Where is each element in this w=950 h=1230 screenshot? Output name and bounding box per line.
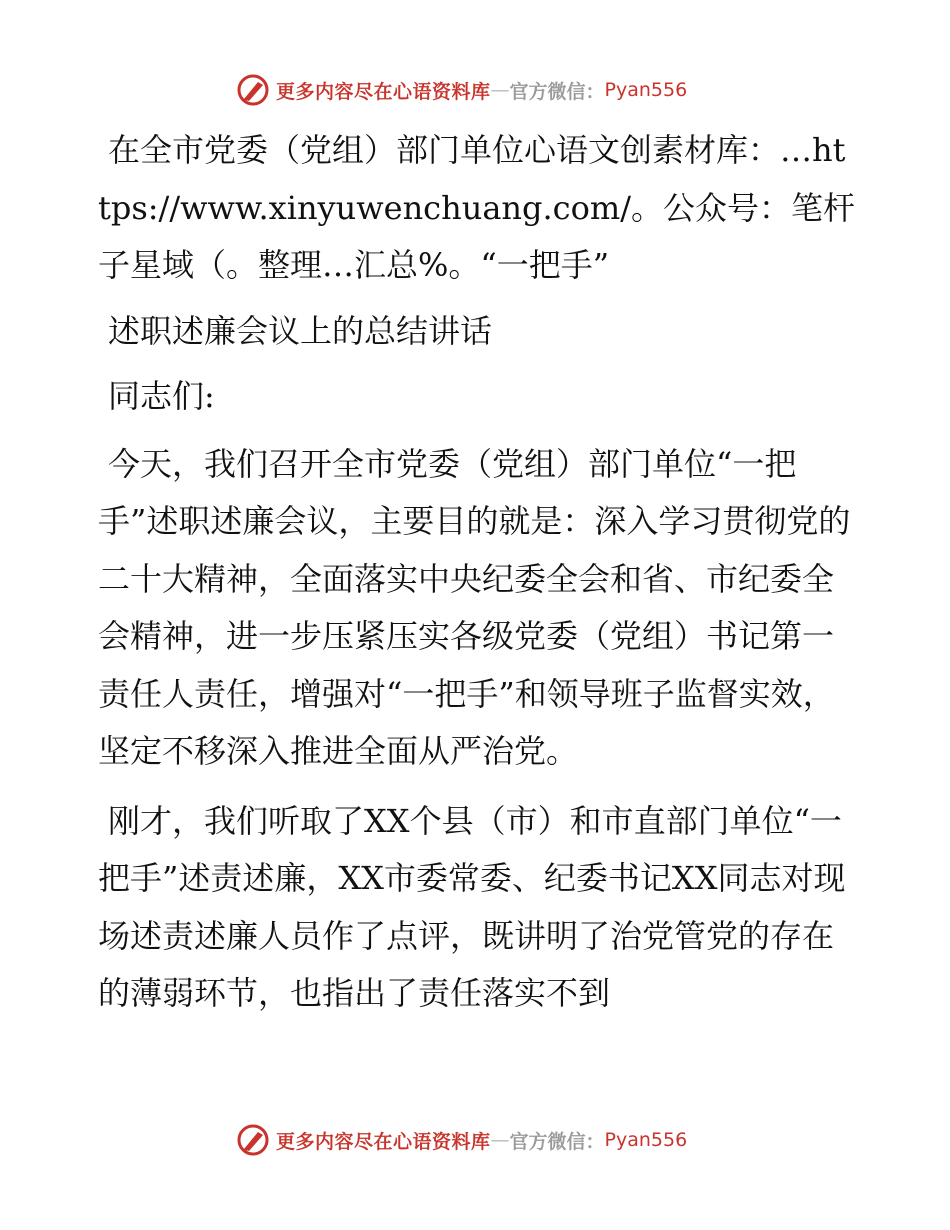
watermark-banner-top [236, 70, 687, 110]
watermark-separator: — [490, 1129, 510, 1151]
watermark-wechat-id: Pyan556 [604, 1129, 688, 1151]
watermark-brand: 更多内容尽在心语资料库 [276, 80, 491, 103]
body-paragraph: 刚才，我们听取了XX个县（市）和市直部门单位“一把手”述责述廉，XX市委常委、纪委书记XX同志对现场述责述廉人员作了点评，既讲明了治党管党的存在的薄弱环节，也指出了责任落实不到 [98, 801, 846, 1012]
quill-pen-logo-icon [236, 1123, 270, 1157]
document-title: 述职述廉会议上的总结讲话 [108, 311, 493, 350]
document-greeting: 同志们: [108, 377, 215, 415]
body-paragraph: 今天，我们召开全市党委（党组）部门单位“一把手”述职述廉会议，主要目的就是：深入学习贯彻党的二十大精神，全面落实中央纪委全会和省、市纪委全会精神，进一步压紧压实各级党委（党组）书记第一责任人责任，增强对“一把手”和领导班子监督实效，坚定不移深入推进全面从严治党。 [98, 444, 851, 770]
quill-pen-logo-icon [236, 73, 270, 107]
watermark-wechat-label: 官方微信： [509, 1130, 605, 1153]
watermark-wechat-label: 官方微信： [509, 80, 605, 103]
document-body [98, 122, 858, 1032]
watermark-brand: 更多内容尽在心语资料库 [276, 1130, 491, 1153]
watermark-banner-bottom [236, 1120, 687, 1160]
watermark-separator: — [490, 79, 510, 101]
watermark-wechat-id: Pyan556 [604, 79, 688, 101]
document-header-text: 在全市党委（党组）部门单位心语文创素材库：…https://www.xinyuwenchuang.com/。公众号：笔杆子星域（。整理…汇总%。“一把手” [98, 131, 855, 284]
